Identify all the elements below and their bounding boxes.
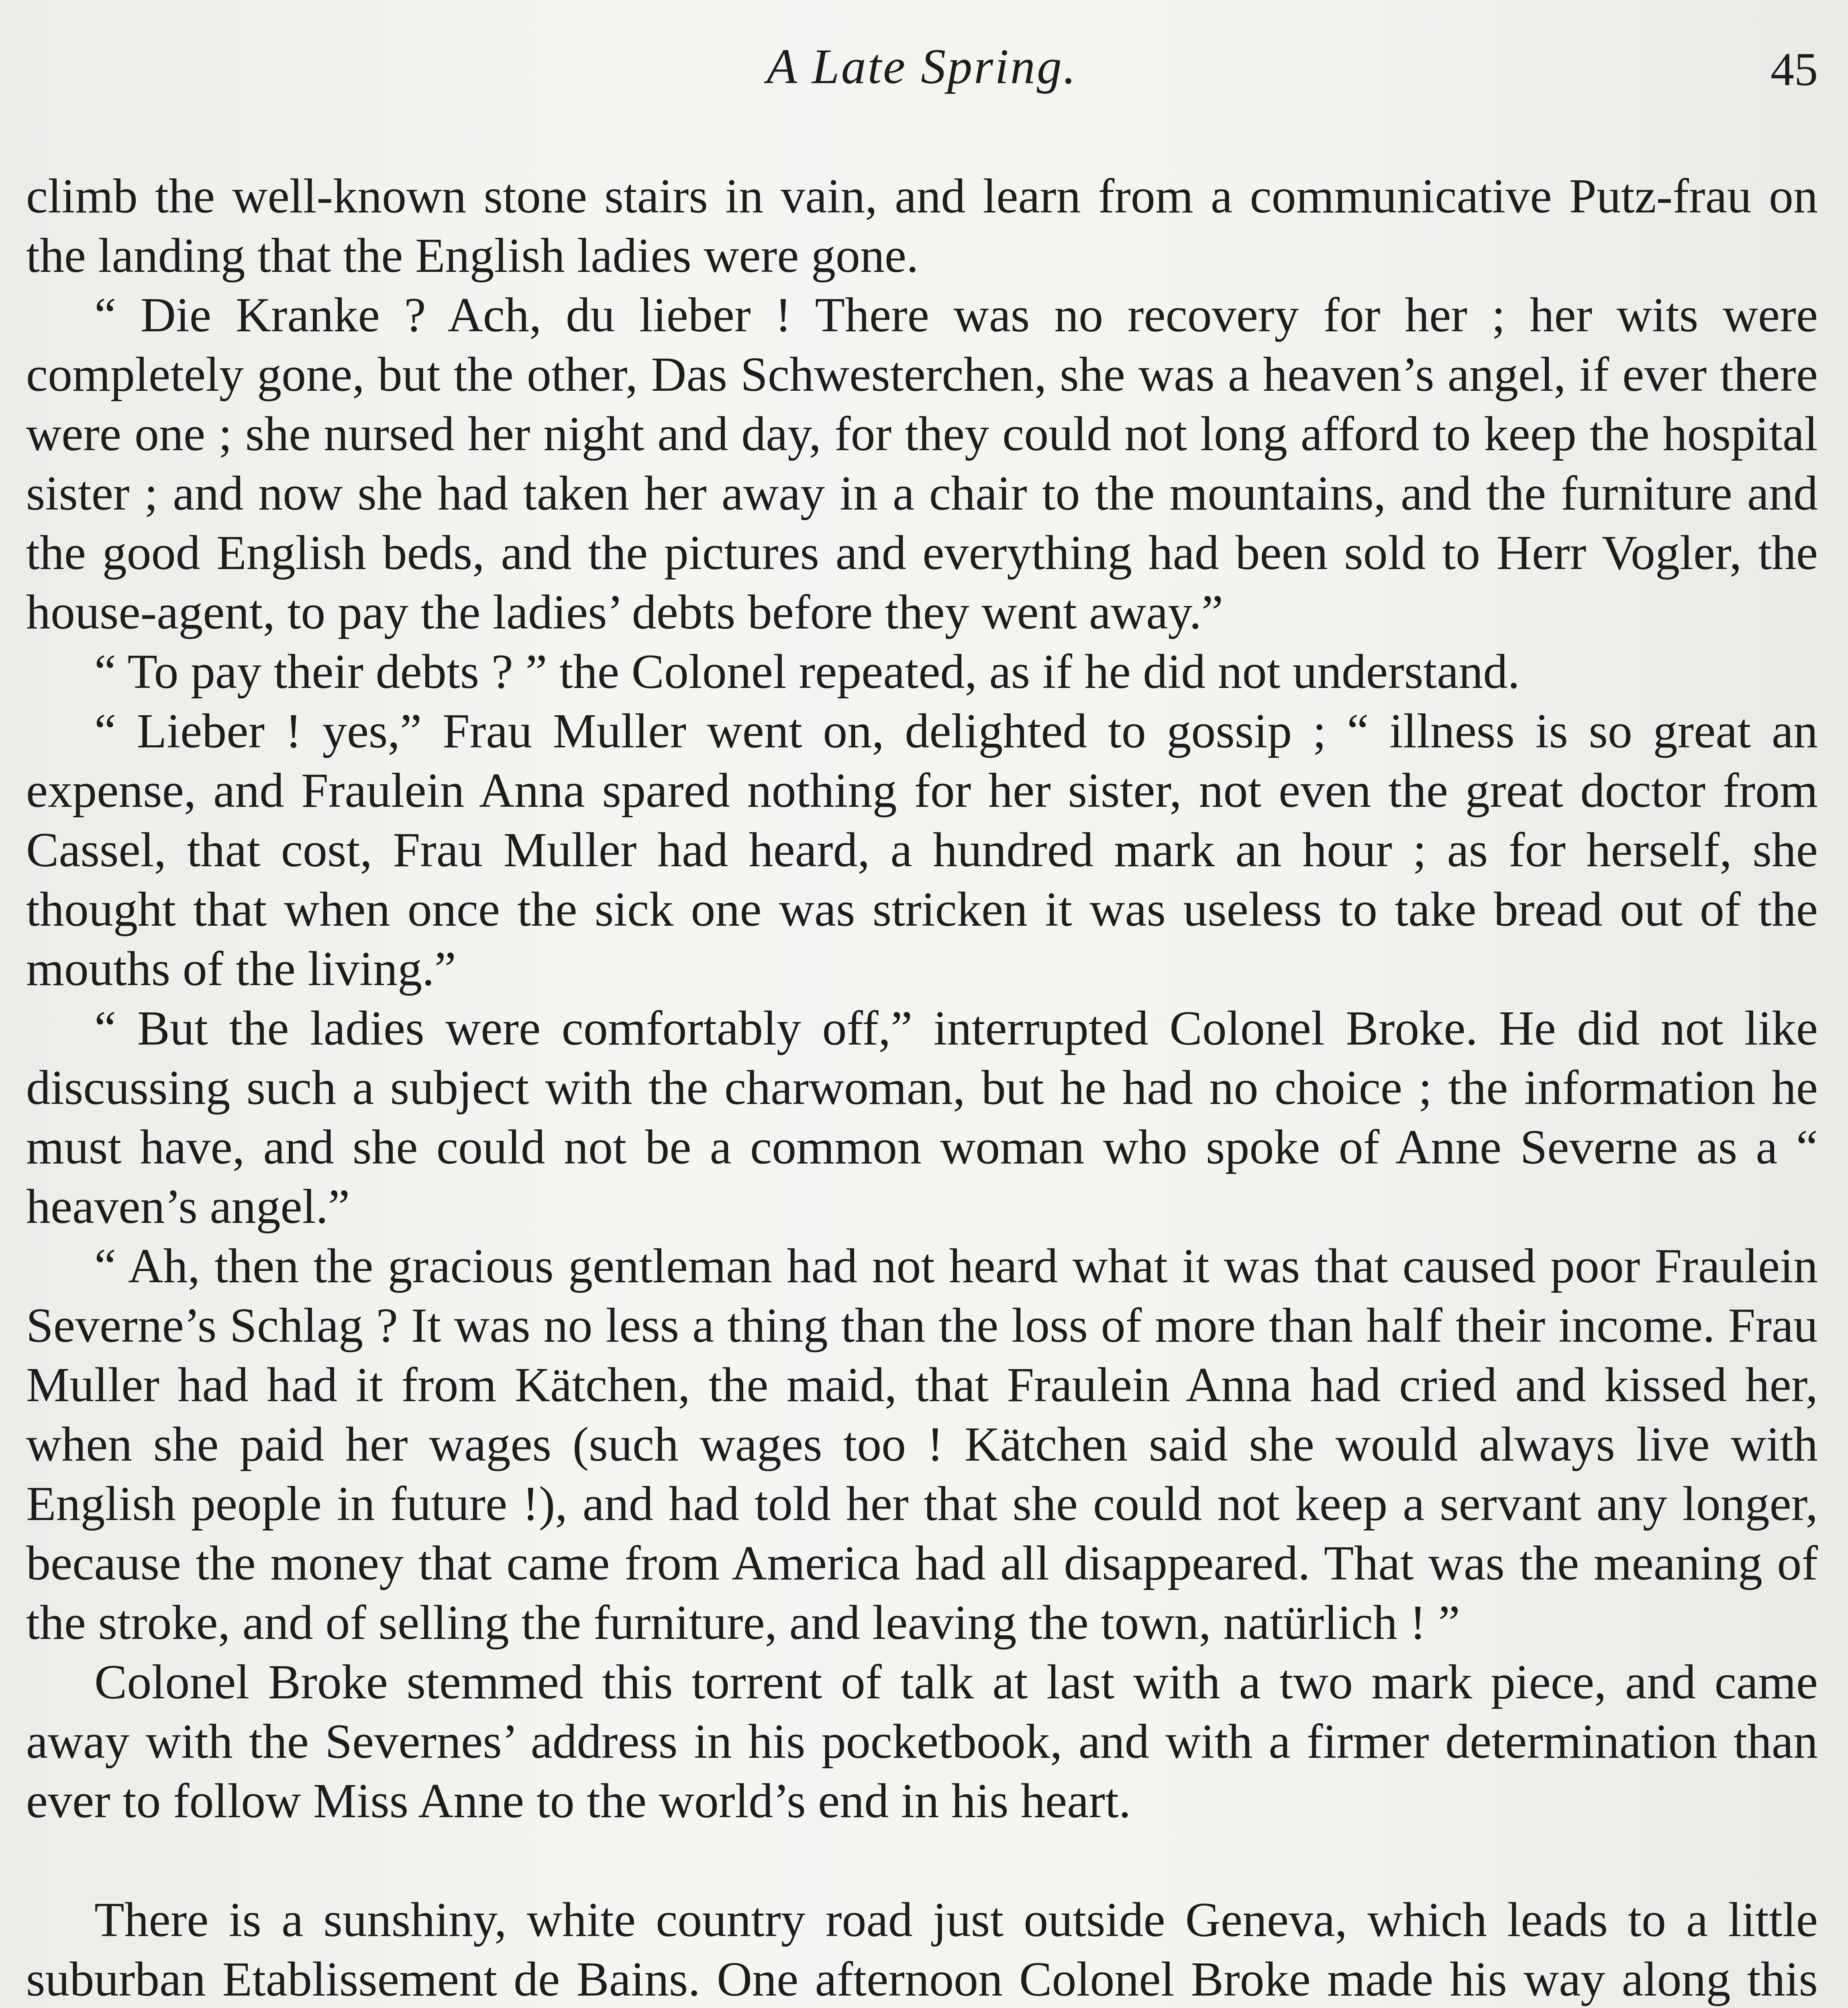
paragraph-5: “ But the ladies were comfortably off,” interrupted Colonel Broke. He did not like discussing such a subject with the charwoman, but he had no choice ; the information he must have, and she could not be a common woman who spoke of Anne Severne as a “ heaven’s angel.”	[26, 1001, 1818, 1234]
paragraph-8: There is a sunshiny, white country road just outside Geneva, which leads to a little suburban Etablissement de Bains. One afternoon Colonel Broke made his way along this	[26, 1893, 1818, 2006]
paragraph-2: “ Die Kranke ? Ach, du lieber ! There was no recovery for her ; her wits were completely gone, but the other, Das Schwesterchen, she was a heaven’s angel, if ever there were one ; she nursed her night and day, for they could not long afford to keep the hospital sister ; and now she had taken her away in a chair to the mountains, and the furniture and the good English beds, and the pictures and everything had been sold to Herr Vogler, the house-agent, to pay the ladies’ debts before they went away.”	[26, 288, 1818, 639]
paragraph-7: Colonel Broke stemmed this torrent of talk at last with a two mark piece, and came away with the Severnes’ address in his pocketbook, and with a firmer determination than ever to follow Miss Anne to the world’s end in his heart.	[26, 1655, 1818, 1828]
page-number: 45	[1770, 43, 1818, 96]
running-title: A Late Spring.	[767, 39, 1077, 94]
paragraph-3: “ To pay their debts ? ” the Colonel repeated, as if he did not understand.	[94, 645, 1520, 699]
paragraph-6: “ Ah, then the gracious gentleman had not heard what it was that caused poor Fraulein Severne’s Schlag ? It was no less a thing than the loss of more than half their income. Frau Muller had had it from Kätchen, the maid, that Fraulein Anna had cried and kissed her, when she paid her wages (such wages too ! Kätchen said she would always live with English people in future !), and had told her that she could not keep a servant any longer, because the money that came from America had all disappeared. That was the meaning of the stroke, and of selling the furniture, and leaving the town, natürlich ! ”	[26, 1239, 1818, 1650]
paragraph-4: “ Lieber ! yes,” Frau Muller went on, delighted to gossip ; “ illness is so great an expense, and Fraulein Anna spared nothing for her sister, not even the great doctor from Cassel, that cost, Frau Muller had heard, a hundred mark an hour ; as for herself, she thought that when once the sick one was stricken it was useless to take bread out of the mouths of the living.”	[26, 704, 1818, 996]
paragraph-1: climb the well-known stone stairs in vain, and learn from a communicative Putz-frau on the landing that the English ladies were gone.	[26, 169, 1818, 283]
section-break	[26, 1831, 1818, 1890]
body-text	[26, 167, 1818, 2008]
running-head	[26, 38, 1818, 98]
